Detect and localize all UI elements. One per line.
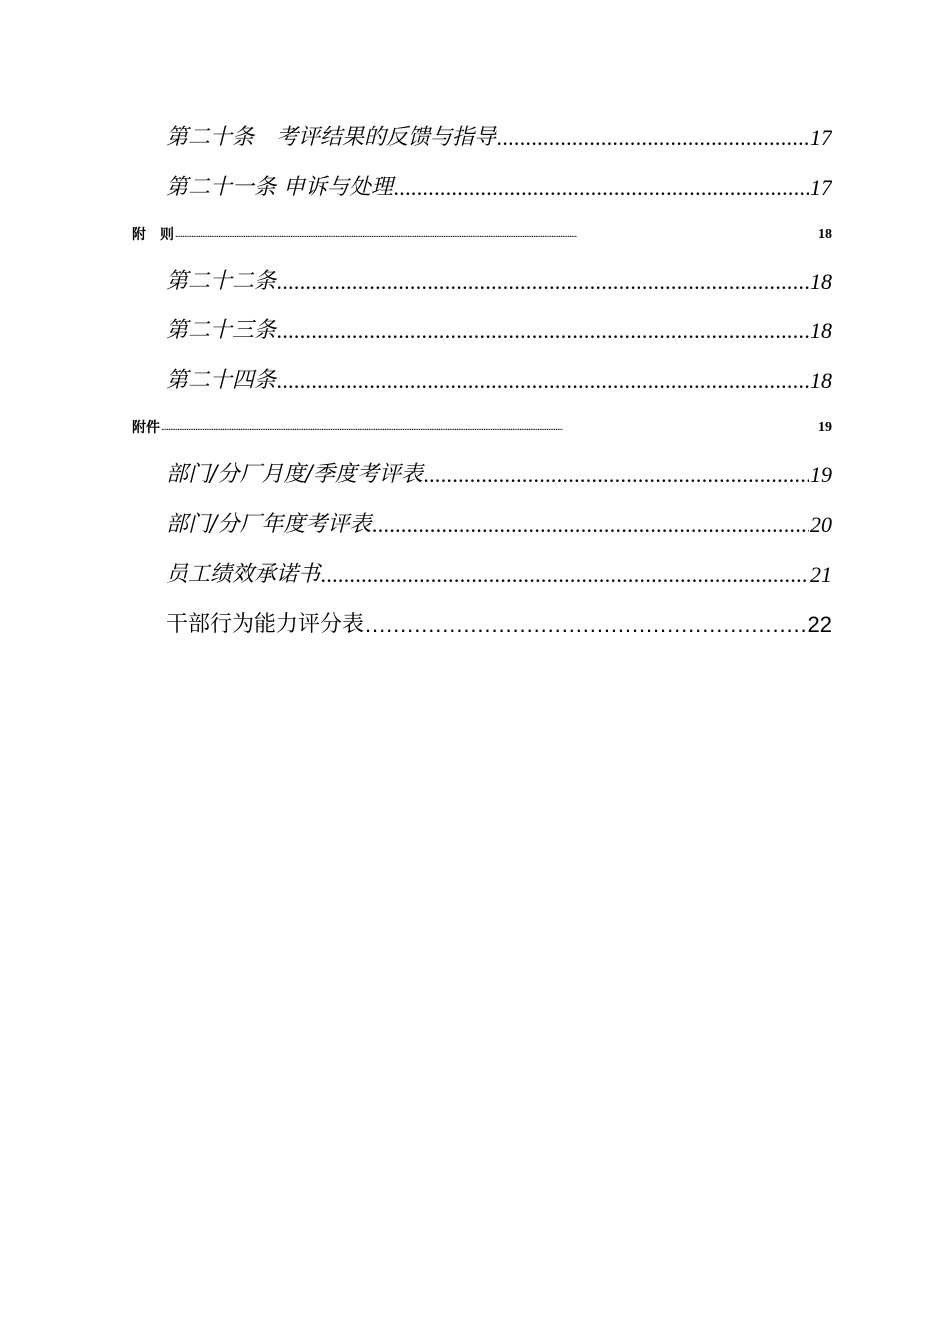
toc-entry-article-22[interactable] xyxy=(166,266,832,298)
toc-leader-dots xyxy=(365,609,807,641)
toc-entry-title: 第二十四条 xyxy=(166,368,277,393)
toc-entry-title: 干部行为能力评分表 xyxy=(166,612,365,637)
toc-entry-title: 第二十二条 xyxy=(166,269,277,294)
toc-entry-title: 员工绩效承诺书 xyxy=(166,562,321,587)
toc-entry-title: 附件 xyxy=(132,420,160,436)
toc-leader-dots xyxy=(277,315,809,347)
toc-page-number: 17 xyxy=(810,175,832,200)
toc-entry-performance-commitment[interactable] xyxy=(166,559,832,591)
toc-entry-title: 第二十条 考评结果的反馈与指导 xyxy=(166,125,497,150)
toc-entry-monthly-quarterly-form[interactable] xyxy=(166,459,832,491)
toc-leader-dots xyxy=(497,122,809,154)
toc-leader-dots xyxy=(424,459,809,491)
toc-page-number: 18 xyxy=(810,269,832,294)
toc-entry-article-23[interactable] xyxy=(166,315,832,347)
toc-page-number: 18 xyxy=(810,368,832,393)
toc-entry-title: 附 则 xyxy=(132,227,174,243)
toc-entry-article-24[interactable] xyxy=(166,365,832,397)
toc-entry-supplementary-provisions[interactable] xyxy=(132,226,832,244)
toc-page-number: 19 xyxy=(818,420,832,435)
toc-leader-dots xyxy=(175,226,817,244)
toc-leader-dots xyxy=(161,419,817,437)
toc-entry-title: 部门/分厂月度/季度考评表 xyxy=(166,462,423,487)
toc-entry-cadre-ability-scoring[interactable] xyxy=(166,609,832,641)
toc-leader-dots xyxy=(277,266,809,298)
toc-leader-dots xyxy=(394,172,809,204)
toc-entry-title: 部门/分厂年度考评表 xyxy=(166,512,372,537)
toc-leader-dots xyxy=(277,365,809,397)
toc-page-number: 20 xyxy=(810,512,832,537)
toc-leader-dots xyxy=(321,559,809,591)
toc-leader-dots xyxy=(372,509,809,541)
toc-page-number: 18 xyxy=(810,318,832,343)
toc-page-number: 22 xyxy=(807,612,832,637)
toc-page-number: 19 xyxy=(810,462,832,487)
toc-page-number: 21 xyxy=(810,562,832,587)
toc-entry-annual-form[interactable] xyxy=(166,509,832,541)
toc-entry-attachments[interactable] xyxy=(132,419,832,437)
toc-page-number: 17 xyxy=(810,125,832,150)
toc-page-number: 18 xyxy=(818,227,832,242)
toc-entry-article-21[interactable] xyxy=(166,172,832,204)
toc-entry-title: 第二十一条 申诉与处理 xyxy=(166,175,393,200)
toc-entry-title: 第二十三条 xyxy=(166,318,277,343)
toc-entry-article-20[interactable] xyxy=(166,122,832,154)
